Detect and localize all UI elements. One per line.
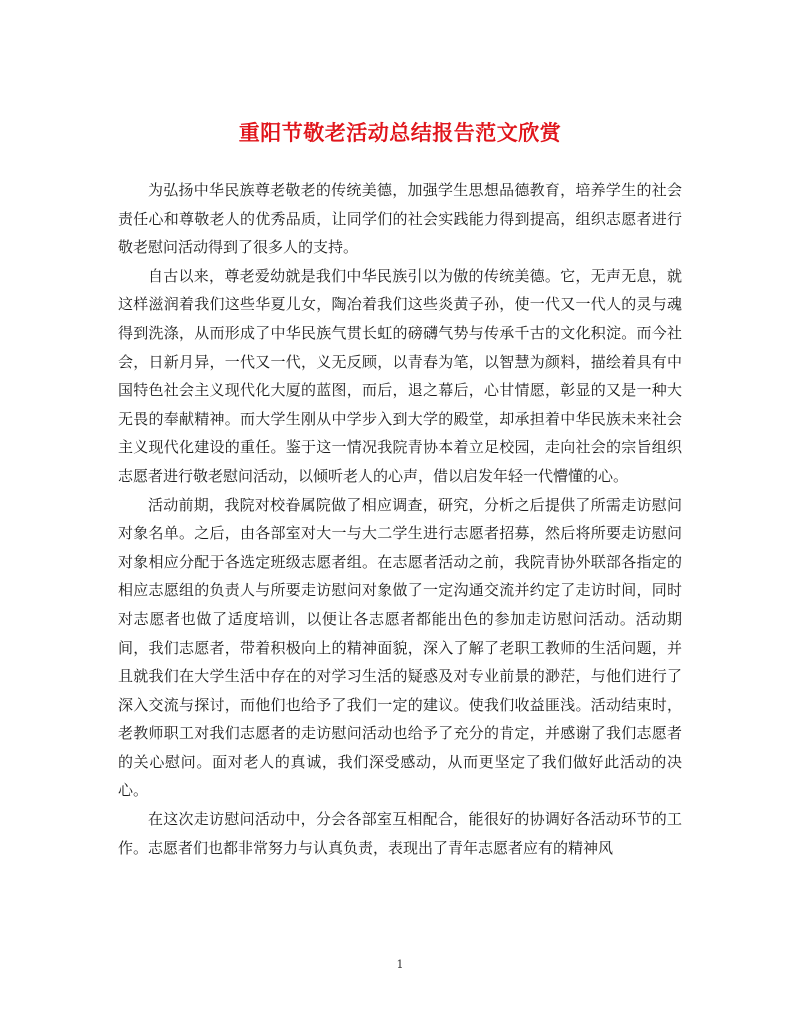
paragraph-4: 在这次走访慰问活动中，分会各部室互相配合，能很好的协调好各活动环节的工作。志愿者们也都非常努力与认真负责，表现出了青年志愿者应有的精神风 — [118, 810, 682, 857]
page-number: 1 — [396, 958, 404, 971]
paragraph-1: 为弘扬中华民族尊老敬老的传统美德，加强学生思想品德教育，培养学生的社会责任心和尊敬老人的优秀品质，让同学们的社会实践能力得到提高，组织志愿者进行敬老慰问活动得到了很多人的支持。 — [118, 181, 682, 257]
paragraph-3: 活动前期，我院对校眷属院做了相应调查，研究，分析之后提供了所需走访慰问对象名单。之后，由各部室对大一与大二学生进行志愿者招募，然后将所要走访慰问对象相应分配于各选定班级志愿者组。在志愿者活动之前，我院青协外联部各指定的相应志愿组的负责人与所要走访慰问对象做了一定沟通交流并约定了走访时间，同时对志愿者也做了适度培训，以便让各志愿者都能出色的参加走访慰问活动。活动期间，我们志愿者，带着积极向上的精神面貌，深入了解了老职工教师的生活问题，并且就我们在大学生活中存在的对学习生活的疑惑及对专业前景的渺茫，与他们进行了深入交流与探讨，而他们也给予了我们一定的建议。使我们收益匪浅。活动结束时，老教师职工对我们志愿者的走访慰问活动也给予了充分的肯定，并感谢了我们志愿者的关心慰问。面对老人的真诚，我们深受感动，从而更坚定了我们做好此活动的决心。 — [118, 495, 682, 800]
document-title: 重阳节敬老活动总结报告范文欣赏 — [238, 120, 562, 146]
document-body — [118, 176, 682, 862]
paragraph-2: 自古以来，尊老爱幼就是我们中华民族引以为傲的传统美德。它，无声无息，就这样滋润着我们这些华夏儿女，陶冶着我们这些炎黄子孙，使一代又一代人的灵与魂得到洗涤，从而形成了中华民族气贯长虹的磅礴气势与传承千古的文化积淀。而今社会，日新月异，一代又一代，义无反顾，以青春为笔，以智慧为颜料，描绘着具有中国特色社会主义现代化大厦的蓝图，而后，退之幕后，心甘情愿，彰显的又是一种大无畏的奉献精神。而大学生刚从中学步入到大学的殿堂，却承担着中华民族未来社会主义现代化建设的重任。鉴于这一情况我院青协本着立足校园，走向社会的宗旨组织志愿者进行敬老慰问活动，以倾听老人的心声，借以启发年轻一代懵懂的心。 — [118, 266, 682, 485]
